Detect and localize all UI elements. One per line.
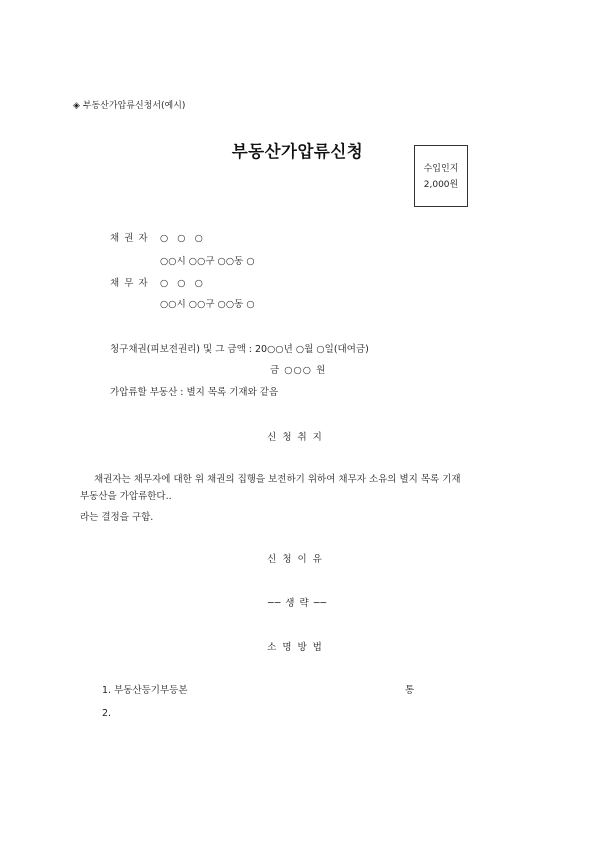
reason-heading: 신청이유 <box>267 554 328 565</box>
stamp-amount: 2,000원 <box>423 180 459 190</box>
stamp-label: 수입인지 <box>423 164 459 174</box>
header-note: ◈ 부동산가압류신청서(예시) <box>73 101 186 111</box>
document-title: 부동산가압류신청 <box>231 142 364 161</box>
reason-omitted: ── 생 략 ── <box>267 598 328 609</box>
evidence-item-1-label: 1. 부동산등기부등본 <box>102 685 188 696</box>
creditor-address: ○○시 ○○구 ○○동 ○ <box>160 256 255 267</box>
evidence-item-2-label: 2. <box>102 708 112 719</box>
evidence-heading: 소명방법 <box>267 642 328 653</box>
creditor-name: ○ ○ ○ <box>160 233 206 244</box>
claim-line: 청구채권(피보전권리) 및 그 금액 : 20○○년 ○월 ○일(대여금) <box>110 344 369 355</box>
debtor-name: ○ ○ ○ <box>160 278 206 289</box>
debtor-address: ○○시 ○○구 ○○동 ○ <box>160 299 255 310</box>
claim-amount: 금 ○○○ 원 <box>270 365 327 376</box>
revenue-stamp-box <box>414 145 468 207</box>
purpose-line-3: 라는 결정을 구함. <box>80 512 154 523</box>
evidence-item-1-unit: 통 <box>405 685 415 696</box>
attachment-target: 가압류할 부동산 : 별지 목록 기재와 같음 <box>110 387 279 398</box>
debtor-label: 채 무 자 <box>110 278 149 289</box>
purpose-line-2: 부동산을 가압류한다.. <box>80 491 172 502</box>
creditor-label: 채 권 자 <box>110 233 149 244</box>
purpose-heading: 신청취지 <box>267 432 328 443</box>
purpose-line-1: 채권자는 채무자에 대한 위 채권의 집행을 보전하기 위하여 채무자 소유의 별지 목록 기재 <box>94 474 461 485</box>
